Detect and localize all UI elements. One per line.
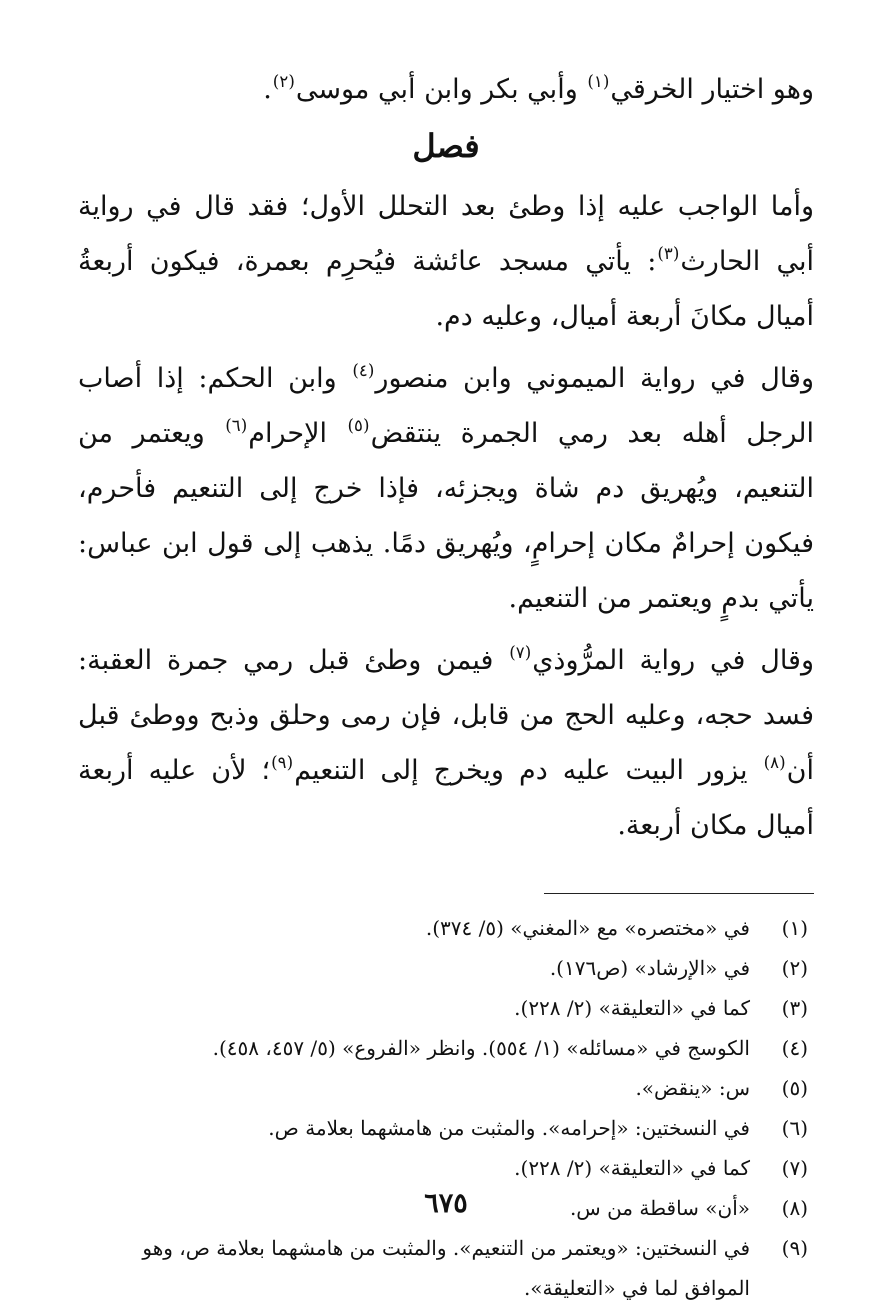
footnote-number: (٨) <box>781 1196 808 1220</box>
paragraph-2: وقال في رواية الميموني وابن منصور$^{(٤)}$ وابن الحكم: إذا أصاب الرجل أهله بعد رمي الجمرة ينتقض$^{(٥)}$ الإحرام$^{(٦)}$ ويعتمر من التنعيم، ويُهريق دم شاة ويجزئه، فإذا خرج إلى التنعيم فأحرم، فيكون إحرامٌ مكان إحرامٍ، ويُهريق دمًا. يذهب إلى قول ابن عباس: يأتي بدمٍ ويعتمر من التنعيم. <box>78 360 814 614</box>
footnote-item <box>78 1148 814 1188</box>
footnote-number: (٢) <box>781 956 808 980</box>
footnote-ref-8: (٨) <box>763 752 786 773</box>
footnote-item <box>78 948 814 988</box>
footnote-number: (٦) <box>781 1116 808 1140</box>
footnote-number: (٣) <box>781 996 808 1020</box>
footnote-ref-2: (٢) <box>272 71 295 92</box>
section-heading: فصل <box>412 127 480 165</box>
footnote-text: في «مختصره» مع «المغني» (٥/ ٣٧٤). <box>425 916 750 940</box>
footnote-text: في «الإرشاد» (ص١٧٦). <box>549 956 750 980</box>
footnote-ref-1: (١) <box>587 71 610 92</box>
footnote-ref-3: (٣) <box>657 243 680 264</box>
footnote-number: (٩) <box>781 1236 808 1260</box>
footnote-text: كما في «التعليقة» (٢/ ٢٢٨). <box>514 996 750 1020</box>
footnote-number: (٤) <box>781 1036 808 1060</box>
footnote-text: في النسختين: «إحرامه». والمثبت من هامشهما بعلامة ص. <box>268 1116 750 1140</box>
footnote-ref-4: (٤) <box>352 360 375 381</box>
footnote-item <box>78 1108 814 1148</box>
footnote-ref-6: (٦) <box>225 415 248 436</box>
footnote-divider <box>544 893 814 894</box>
footnote-number: (٧) <box>781 1156 808 1180</box>
footnote-number: (١) <box>781 916 808 940</box>
opening-line: وهو اختيار الخرقي$^{(١)}$ وأبي بكر وابن أبي موسى$^{(٢)}$. <box>263 71 814 105</box>
paragraph-1: وأما الواجب عليه إذا وطئ بعد التحلل الأول؛ فقد قال في رواية أبي الحارث$^{(٣)}$: يأتي مسجد عائشة فيُحرِم بعمرة، فيكون أربعةُ أميال مكانَ أربعة أميال، وعليه دم. <box>78 191 814 332</box>
footnote-text: كما في «التعليقة» (٢/ ٢٢٨). <box>514 1156 750 1180</box>
footnote-item <box>78 1068 814 1108</box>
footnote-item <box>78 988 814 1028</box>
page-number: ٦٧٥ <box>424 1188 468 1219</box>
footnote-item <box>78 1228 814 1308</box>
footnote-ref-9: (٩) <box>271 752 294 773</box>
footnote-text: الكوسج في «مسائله» (١/ ٥٥٤). وانظر «الفروع» (٥/ ٤٥٧، ٤٥٨). <box>212 1036 750 1060</box>
footnote-ref-5: (٥) <box>347 415 370 436</box>
footnote-text: في النسختين: «ويعتمر من التنعيم». والمثبت من هامشهما بعلامة ص، وهو الموافق لما في «التعليقة». <box>142 1236 750 1300</box>
paragraph-3: وقال في رواية المرُّوذي$^{(٧)}$ فيمن وطئ قبل رمي جمرة العقبة: فسد حجه، وعليه الحج من قابل، فإن رمى وحلق وذبح ووطئ قبل أن$^{(٨)}$ يزور البيت عليه دم ويخرج إلى التنعيم$^{(٩)}$؛ لأن عليه أربعة أميال مكان أربعة. <box>78 642 814 841</box>
footnote-ref-7: (٧) <box>509 642 532 663</box>
footnote-item <box>78 1028 814 1068</box>
footnote-item <box>78 908 814 948</box>
main-text <box>78 62 814 853</box>
footnote-text: «أن» ساقطة من س. <box>569 1196 750 1220</box>
footnotes <box>78 908 814 1308</box>
footnote-text: س: «ينقض». <box>635 1076 750 1100</box>
footnote-number: (٥) <box>781 1076 808 1100</box>
